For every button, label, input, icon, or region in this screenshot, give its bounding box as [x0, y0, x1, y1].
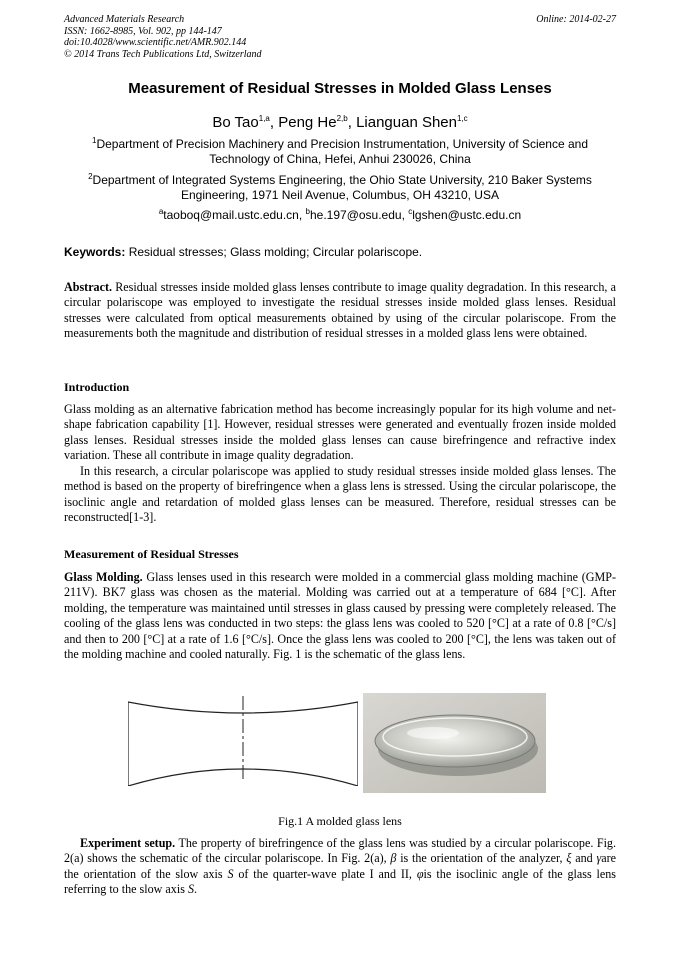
keywords-label: Keywords: — [64, 245, 126, 259]
symbol-beta: β — [390, 851, 397, 866]
email-link[interactable]: lgshen@ustc.edu.cn — [412, 208, 522, 222]
lens-photo — [363, 693, 546, 793]
affiliation-2 — [80, 173, 600, 203]
setup-text: and — [571, 851, 597, 866]
introduction-paragraph-1: Glass molding as an alternative fabrication method has become increasingly popular for its high volume and net-shape fabrication capability [1]. However, residual stresses were generated and eventually frozen inside molded glass lenses. Residual stresses inside the molded glass lenses can cause birefringence and refractive index variation. These all contribute in image quality degradation. — [64, 402, 616, 463]
affiliation-sup: 1 — [91, 136, 97, 145]
abstract-text: Residual stresses inside molded glass lenses contribute to image quality degradation. In this research, a circular polariscope was employed to investigate the residual stresses inside molded glass lenses. Residual stresses were calculated from optical measurements obtained by using of the circular polariscope. From the measurements both the magnitude and distribution of residual stresses in a molded glass lens were obtained. — [64, 280, 616, 341]
author-name: Lianguan Shen — [356, 114, 457, 131]
symbol-gamma: γ — [596, 851, 602, 866]
author-sup: 2,b — [336, 114, 348, 123]
journal-issn: ISSN: 1662-8985, Vol. 902, pp 144-147 — [64, 25, 222, 37]
setup-text: is the orientation of the analyzer, — [396, 851, 567, 866]
online-date: Online: 2014-02-27 — [536, 14, 616, 25]
email-link[interactable]: taoboq@mail.ustc.edu.cn — [163, 208, 299, 222]
symbol-phi: φ — [416, 866, 424, 881]
setup-text: is the isoclinic angle of the glass lens referring to the slow axis — [64, 866, 617, 897]
email-sup: a — [158, 207, 164, 216]
introduction-paragraph-2: In this research, a circular polariscope was applied to study residual stresses inside molded glass lenses. The method is based on the property of birefringence when a glass lens is stressed. Using the circular polariscope, the isoclinic angle and retardation of molded glass lenses can be measured. Therefore, residual stresses can be reconstructed[1-3]. — [64, 464, 616, 525]
journal-header — [64, 14, 616, 60]
symbol-s: S — [187, 882, 194, 897]
author-name: Bo Tao — [212, 114, 259, 131]
section-heading-measurement: Measurement of Residual Stresses — [64, 547, 239, 561]
author-name: Peng He — [278, 114, 337, 131]
keywords-text: Residual stresses; Glass molding; Circular polariscope. — [125, 245, 423, 259]
author-separator: , — [269, 114, 279, 131]
symbol-s: S — [227, 866, 234, 881]
glass-molding-text: Glass lenses used in this research were molded in a commercial glass molding machine (GMP-211V). BK7 glass was chosen as the material. Molding was carried out at a temperature of 684 [°C]. After molding, the temperature was maintained until stresses in glass caused by pressing were completely released. The cooling of the glass lens was conducted in two steps: the glass lens was cooled to 520 [°C] at a rate of 0.8 [°C/s] and then to 200 [°C] at a rate of 1.6 [°C/s]. Once the glass lens was cooled to 200 [°C], the lens was taken out of the molding machine and cooled naturally. Fig. 1 is the schematic of the glass lens. — [64, 570, 616, 662]
lens-body — [375, 715, 535, 767]
glass-molding-paragraph — [64, 570, 616, 662]
setup-text: The property of birefringence of the glass lens was studied by a circular polariscope. Fig. 2(a) shows the schematic of the circular polariscope. In Fig. 2(a), — [64, 836, 616, 866]
paper-title: Measurement of Residual Stresses in Molded Glass Lenses — [128, 80, 552, 97]
lens-glare — [407, 727, 459, 739]
author-separator: , — [347, 114, 357, 131]
lens-schematic-figure — [128, 690, 358, 786]
author-sup: 1,c — [457, 114, 468, 123]
affiliation-text: Department of Integrated Systems Engineering, the Ohio State University, 210 Baker Systems Engineering, 1971 Neil Avenue, Columbus, OH 43210, USA — [92, 173, 592, 202]
experiment-setup-label: Experiment setup. — [80, 836, 176, 850]
journal-doi: doi:10.4028/www.scientific.net/AMR.902.144 — [64, 37, 247, 48]
affiliation-sup: 2 — [88, 172, 93, 181]
setup-text: . — [193, 882, 198, 897]
affiliation-text: Department of Precision Machinery and Precision Instrumentation, University of Science and Technology of China, Hefei, Anhui 230026, China — [96, 137, 589, 166]
email-list: $^a$taoboq@mail.ustc.edu.cn, $^b$he.197@osu.edu, $^c$lgshen@ustc.edu.cn — [158, 207, 522, 222]
figure-1-caption: Fig.1 A molded glass lens — [278, 814, 402, 828]
journal-copyright: © 2014 Trans Tech Publications Ltd, Switzerland — [64, 48, 262, 60]
setup-text: of the quarter-wave plate I and II, — [233, 866, 417, 881]
email-sup: b — [305, 207, 310, 216]
abstract-label: Abstract. — [64, 280, 113, 294]
affiliation-1 — [80, 137, 600, 167]
author-list — [64, 114, 616, 131]
experiment-setup-paragraph — [64, 836, 616, 898]
journal-name: Advanced Materials Research — [64, 14, 185, 25]
setup-text: are the orientation of the slow axis — [64, 851, 616, 881]
author-sup: 1,a — [258, 114, 270, 123]
email-sup: c — [408, 207, 413, 216]
abstract — [64, 280, 616, 342]
section-heading-introduction: Introduction — [64, 380, 130, 394]
email-link[interactable]: he.197@osu.edu — [309, 208, 402, 222]
keywords — [64, 245, 616, 259]
glass-molding-label: Glass Molding. — [64, 570, 143, 584]
symbol-xi: ξ — [566, 851, 572, 866]
